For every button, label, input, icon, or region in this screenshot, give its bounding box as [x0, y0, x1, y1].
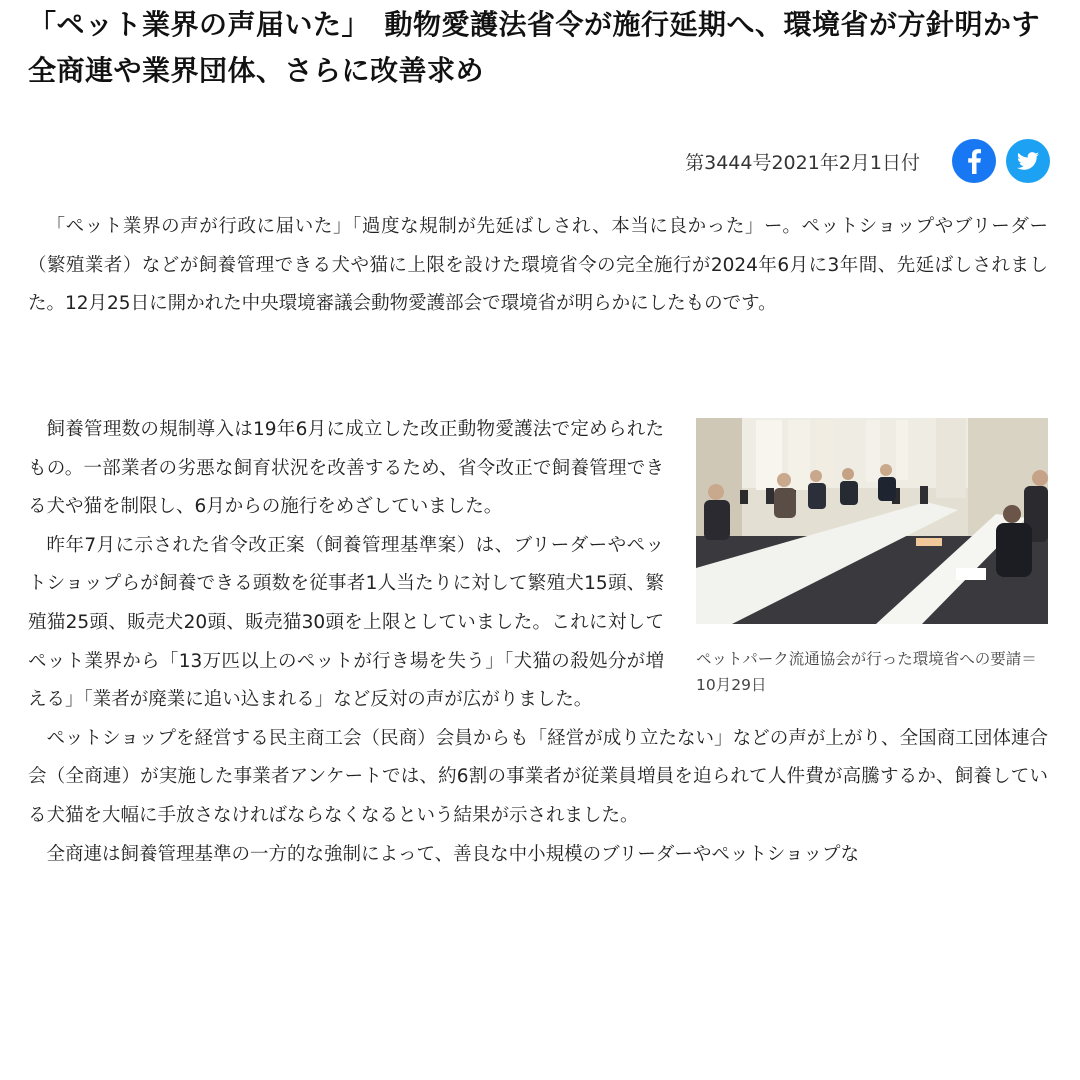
paragraph-2: 飼養管理数の規制導入は19年6月に成立した改正動物愛護法で定められたもの。一部業者の劣悪な飼育状況を改善するため、省令改正で飼養管理できる犬や猫を制限し、6月からの施行をめざしていました。: [28, 419, 664, 518]
meeting-photo-image: [696, 418, 1048, 624]
facebook-icon: [952, 139, 996, 183]
paragraph-4: ペットショップを経営する民主商工会（民商）会員からも「経営が成り立たない」などの声が上がり、全国商工団体連合会（全商連）が実施した事業者アンケートでは、約6割の事業者が従業員増員を迫られて人件費が高騰するか、飼養している犬猫を大幅に手放さなければならなくなるという結果が示されました。: [28, 727, 1048, 826]
paragraph-3: 昨年7月に示された省令改正案（飼養管理基準案）は、ブリーダーやペットショップらが飼養できる頭数を従事者1人当たりに対して繁殖犬15頭、繁殖猫25頭、販売犬20頭、販売猫30頭を上限としていました。これに対してペット業界から「13万匹以上のペットが行き場を失う」「犬猫の殺処分が増える」「業者が廃業に追い込まれる」など反対の声が広がりました。: [28, 534, 664, 711]
meeting-photo: [696, 418, 1048, 624]
photo-figure: [696, 418, 1048, 698]
article-body: [28, 411, 1048, 874]
article-headline: 「ペット業界の声届いた」 動物愛護法省令が施行延期へ、環境省が方針明かす 全商連や業界団体、さらに改善求め: [28, 8, 1069, 87]
twitter-icon: [1006, 139, 1050, 183]
paragraph-5: 全商連は飼養管理基準の一方的な強制によって、善良な中小規模のブリーダーやペットショップな: [46, 843, 860, 865]
twitter-share-button[interactable]: [1006, 139, 1050, 183]
paragraph-1: 「ペット業界の声が行政に届いた」「過度な規制が先延ばしされ、本当に良かった」ー。ペットショップやブリーダー（繁殖業者）などが飼養管理できる犬や猫に上限を設けた環境省令の完全施行が2024年6月に3年間、先延ばしされました。12月25日に開かれた中央環境審議会動物愛護部会で環境省が明らかにしたものです。: [28, 216, 1048, 315]
photo-caption: ペットパーク流通協会が行った環境省への要請＝10月29日: [696, 650, 1037, 694]
facebook-share-button[interactable]: [952, 139, 996, 183]
issue-date: 第3444号2021年2月1日付: [685, 151, 920, 174]
article-meta: [685, 136, 1050, 186]
